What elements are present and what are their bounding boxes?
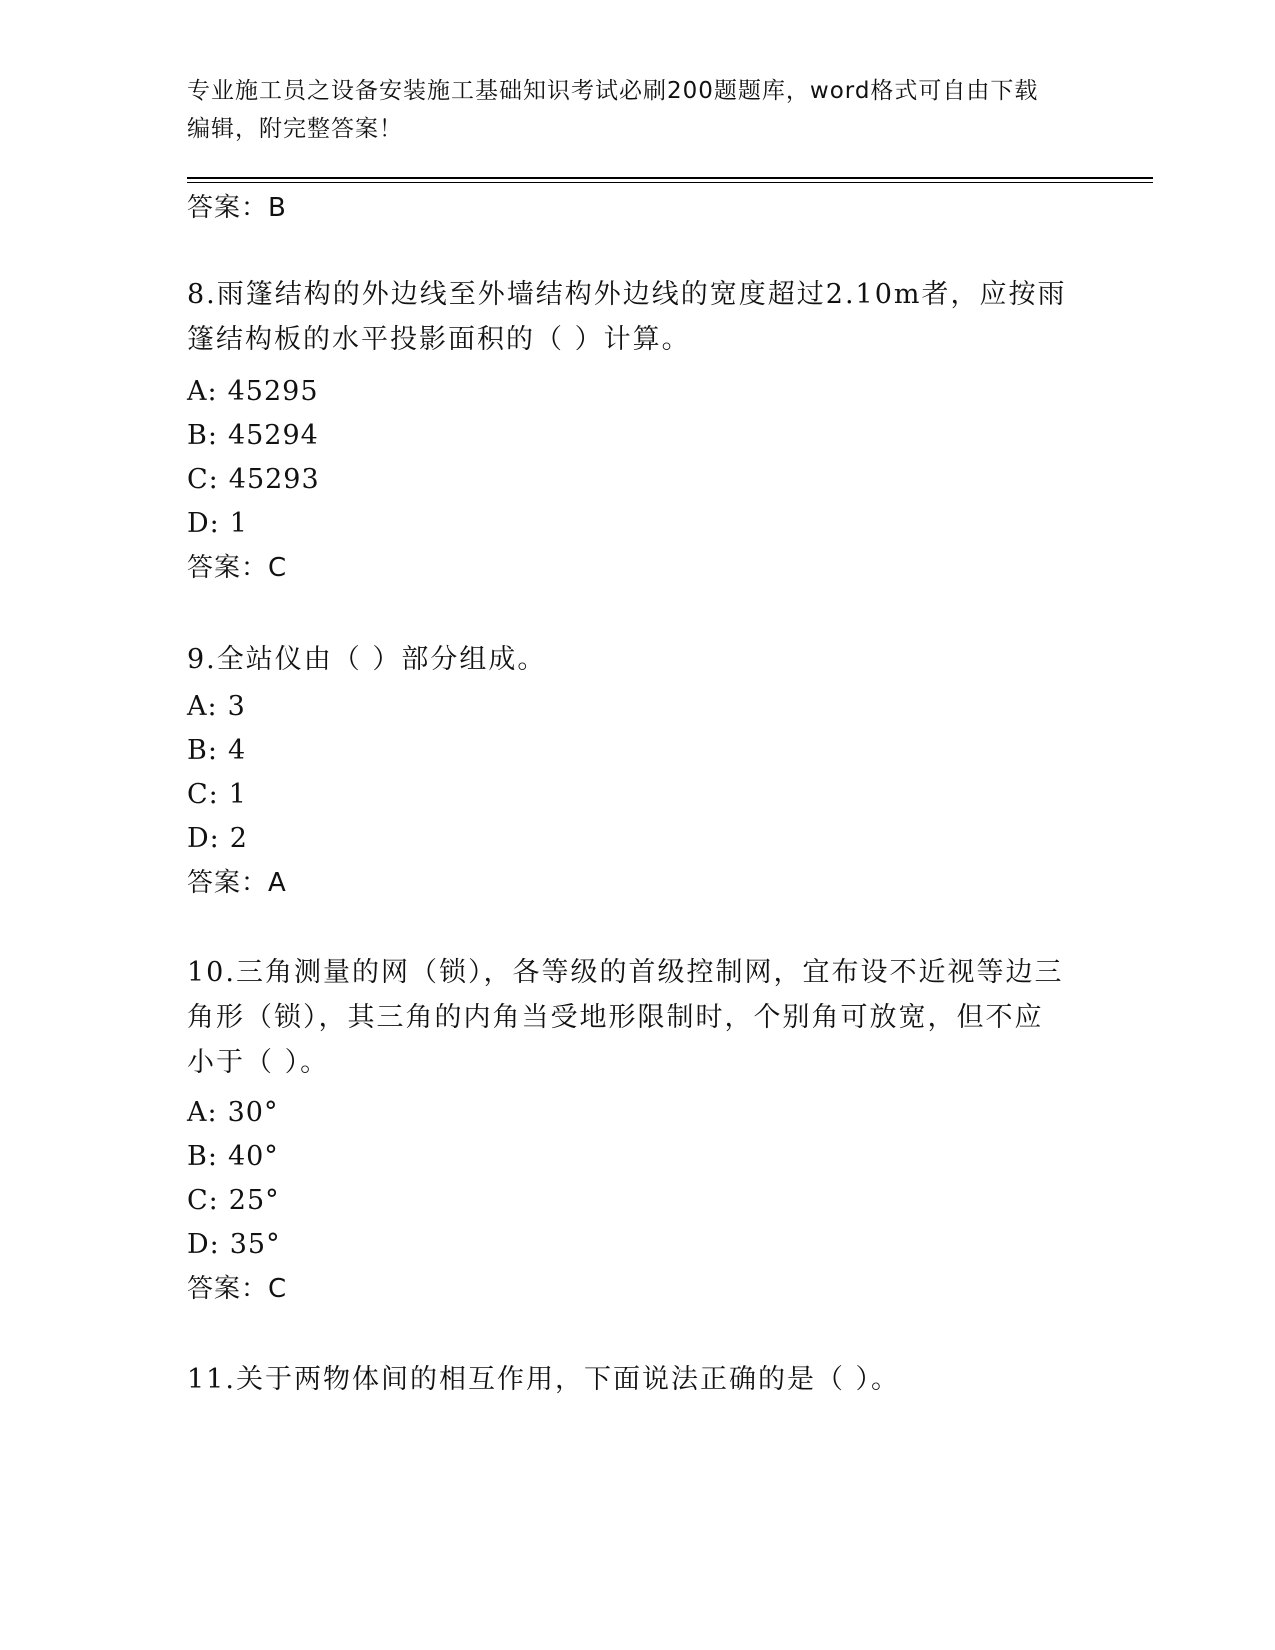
option-text: 40° — [227, 1141, 279, 1172]
question-8-answer: 答案：C — [187, 553, 288, 583]
question-8-option-d — [187, 504, 248, 544]
header-divider-thin — [187, 182, 1153, 183]
question-10-answer: 答案：C — [187, 1274, 288, 1304]
option-key: B: — [187, 1141, 218, 1172]
option-key: C: — [187, 464, 219, 495]
option-text: 1 — [228, 779, 247, 810]
option-text: 45293 — [228, 464, 320, 495]
option-key: A: — [187, 691, 218, 722]
question-8-stem-line-1: 8.雨篷结构的外边线至外墙结构外边线的宽度超过2.10m者，应按雨 — [187, 279, 1067, 310]
option-key: C: — [187, 1185, 219, 1216]
option-text: 4 — [227, 735, 247, 766]
question-9-option-b — [187, 731, 246, 771]
option-key: D: — [187, 1229, 220, 1260]
document-header — [187, 72, 1087, 148]
option-text: 30° — [227, 1097, 279, 1128]
option-key: C: — [187, 779, 219, 810]
answer-line: 答案：B — [187, 193, 287, 223]
option-text: 35° — [229, 1229, 281, 1260]
question-9-answer: 答案：A — [187, 868, 287, 898]
header-title-line-2: 编辑，附完整答案！ — [187, 116, 403, 142]
option-key: B: — [187, 735, 218, 766]
option-key: A: — [187, 1097, 218, 1128]
question-8-option-b — [187, 416, 319, 456]
option-text: 1 — [229, 508, 248, 539]
option-key: D: — [187, 823, 220, 854]
header-divider-thick — [187, 177, 1153, 179]
question-11-stem — [187, 1357, 1087, 1402]
option-text: 3 — [227, 691, 246, 722]
question-9-option-d — [187, 819, 248, 859]
question-10-stem-line-2: 角形（锁），其三角的内角当受地形限制时，个别角可放宽，但不应 — [187, 1002, 1044, 1033]
option-text: 2 — [229, 823, 248, 854]
question-10-option-b — [187, 1137, 279, 1177]
option-text: 45294 — [227, 420, 319, 451]
question-10-stem-line-1: 10.三角测量的网（锁），各等级的首级控制网，宜布设不近视等边三 — [187, 957, 1064, 988]
question-10-option-a — [187, 1093, 278, 1133]
option-text: 45295 — [227, 376, 319, 407]
question-9-option-c — [187, 775, 247, 815]
question-10-stem — [187, 950, 1087, 1085]
question-8-stem-line-2: 篷结构板的水平投影面积的（ ）计算。 — [187, 324, 691, 355]
option-key: D: — [187, 508, 220, 539]
question-11-stem-line-1: 11.关于两物体间的相互作用，下面说法正确的是（ ）。 — [187, 1364, 901, 1395]
question-9-stem-line-1: 9.全站仪由（ ）部分组成。 — [187, 644, 547, 675]
option-text: 25° — [228, 1185, 280, 1216]
question-8-option-c — [187, 460, 320, 500]
option-key: B: — [187, 420, 218, 451]
option-key: A: — [187, 376, 218, 407]
question-10-option-d — [187, 1225, 281, 1265]
header-title-line-1: 专业施工员之设备安装施工基础知识考试必刷200题题库，word格式可自由下载 — [187, 78, 1039, 104]
question-10-option-c — [187, 1181, 280, 1221]
question-9-option-a — [187, 687, 246, 727]
question-10-stem-line-3: 小于（ ）。 — [187, 1047, 330, 1078]
question-8-option-a — [187, 372, 319, 412]
question-8-stem — [187, 272, 1087, 362]
question-9-stem — [187, 637, 1087, 682]
